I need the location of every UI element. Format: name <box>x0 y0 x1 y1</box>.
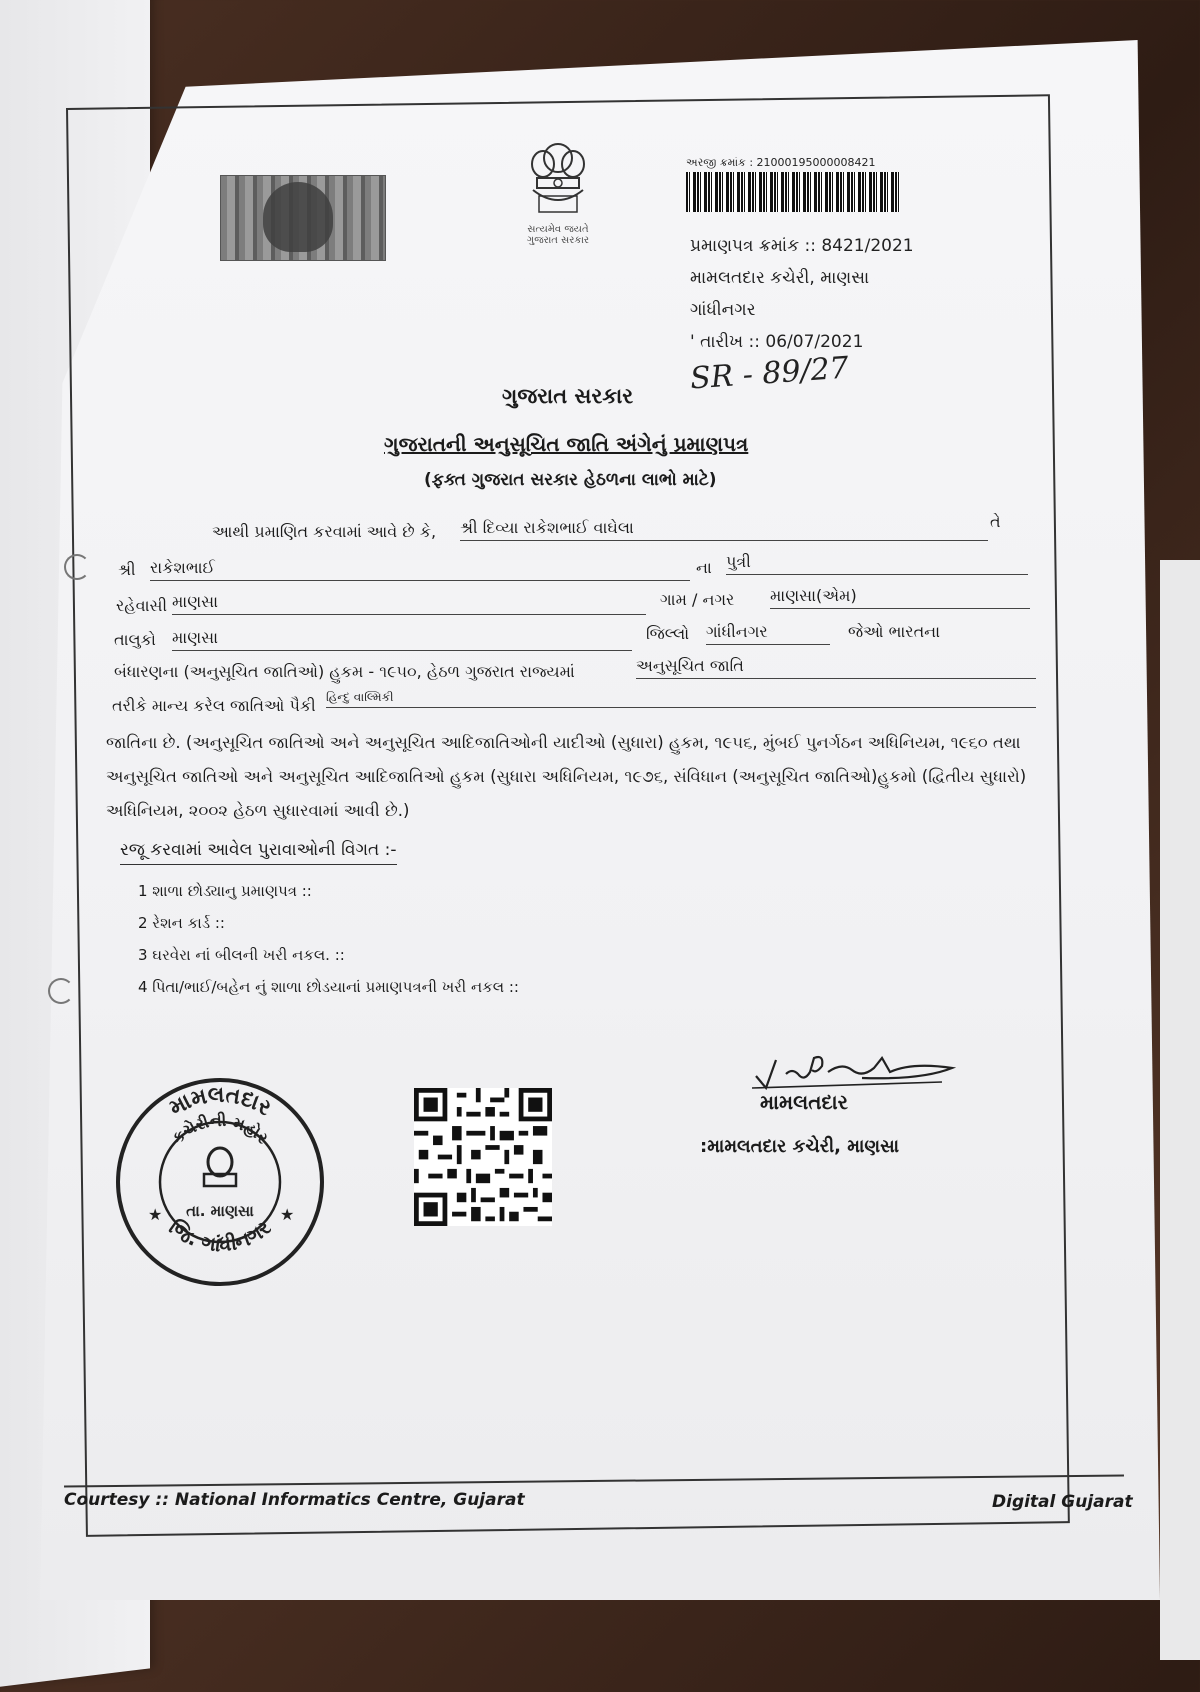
category-value: અનુસૂચિત જાતિ <box>636 656 1036 679</box>
signatory-office: :મામલતદાર કચેરી, માણસા <box>700 1136 900 1157</box>
document-item: 4 પિતા/ભાઈ/બહેન નું શાળા છોડયાનાં પ્રમાણપત્રની ખરી નકલ :: <box>138 978 519 996</box>
certificate-subtitle: (ફક્ત ગુજરાત સરકાર હેઠળના લાભો માટે) <box>424 470 717 490</box>
barcode <box>686 172 900 212</box>
emblem-motto: સત્યમેવ જયતે <box>527 224 589 235</box>
seal-top-text: મામલતદાર <box>165 1082 276 1122</box>
mamlatdar-signature <box>752 1048 962 1092</box>
certify-text: આથી પ્રમાણિત કરવામાં આવે છે કે, <box>212 522 437 541</box>
district-label: જિલ્લો <box>646 624 690 643</box>
certificate-number: પ્રમાણપત્ર ક્રમાંક :: 8421/2021 <box>690 236 914 256</box>
taluka-value: માણસા <box>172 628 632 651</box>
seal-bottom-text: જિ. ગાંધીનગર <box>164 1214 276 1257</box>
footer-courtesy: Courtesy :: National Informatics Centre, Gujarat <box>64 1490 525 1510</box>
document-item: 2 રેશન કાર્ડ :: <box>138 914 225 932</box>
handwritten-note: SR - 89/27 <box>688 350 850 397</box>
application-number: અરજી ક્રમાંક : 21000195000008421 <box>686 156 876 169</box>
government-title: ગુજરાત સરકાર <box>502 384 634 408</box>
seal-inner-text: કચેરીની મહોર <box>167 1110 273 1148</box>
seal-emblem-icon <box>204 1148 236 1186</box>
document-item: 1 શાળા છોડ્યાનુ પ્રમાણપત્ર :: <box>138 882 312 900</box>
constitution-text: બંધારણના (અનુસૂચિત જાતિઓ) હુકમ - ૧૯૫૦, હેઠળ ગુજરાત રાજ્યમાં <box>114 662 575 681</box>
resident-label: રહેવાસી <box>116 596 168 615</box>
resident-value: માણસા <box>172 592 646 615</box>
emblem-caption: ગુજરાત સરકાર <box>526 235 590 246</box>
qr-code <box>414 1088 552 1226</box>
legal-text-line-2: અનુસૂચિત જાતિઓ અને અનુસૂચિત આદિજાતિઓ હુકમ (સુધારા અધિનિયમ, ૧૯૭૬, સંવિધાન (અનુસૂચિત જાતિઓ)હુકમો (દ્વિતીય સુધારો) <box>106 767 1027 786</box>
te-text: તે <box>990 512 1001 531</box>
seal-center-text: તા. માણસા <box>186 1202 254 1220</box>
footer-brand: Digital Gujarat <box>992 1492 1133 1512</box>
documents-heading: રજૂ કરવામાં આવેલ પુરાવાઓની વિગત :- <box>120 840 397 865</box>
punch-hole <box>48 978 74 1004</box>
father-name: રાકેશભાઈ <box>150 558 690 581</box>
document-item: 3 ઘરવેરા નાં બીલની ખરી નકલ. :: <box>138 946 345 964</box>
issue-date: ' તારીખ :: 06/07/2021 <box>690 332 864 352</box>
signatory-role: મામલતદાર <box>760 1090 848 1114</box>
taluka-label: તાલુકો <box>114 630 156 649</box>
recognized-text: તરીકે માન્ય કરેલ જાતિઓ પૈકી <box>112 696 316 715</box>
caste-value: હિન્દુ વાલ્મિકી <box>326 690 1036 708</box>
issuing-district: ગાંધીનગર <box>690 300 756 320</box>
background-page <box>1160 560 1200 1660</box>
shri-label: શ્રી <box>118 560 136 579</box>
village-label: ગામ / નગર <box>660 590 735 609</box>
certificate-title: ગુજરાતની અનુસૂચિત જાતિ અંગેનું પ્રમાણપત્ર <box>384 432 749 456</box>
applicant-photo <box>220 175 386 261</box>
legal-text-line-3: અધિનિયમ, ૨૦૦૨ હેઠળ સુધારવામાં આવી છે.) <box>106 801 410 820</box>
punch-hole <box>64 554 90 580</box>
seal-star-icon: ★ <box>148 1205 163 1224</box>
district-value: ગાંધીનગર <box>706 622 830 645</box>
office-seal <box>112 1074 328 1290</box>
relation: પુત્રી <box>726 552 1028 575</box>
na-label: ના <box>696 558 712 577</box>
applicant-name: શ્રી દિવ્યા રાકેશભાઈ વાઘેલા <box>460 518 988 541</box>
lion-capital-icon <box>523 140 593 224</box>
legal-text-line-1: જાતિના છે. (અનુસૂચિત જાતિઓ અને અનુસૂચિત આદિજાતિઓની યાદીઓ (સુધારા) હુકમ, ૧૯૫૬, મુંબઈ પુનર્ગઠન અધિનિયમ, ૧૯૬૦ તથા <box>106 733 1021 752</box>
seal-star-icon: ★ <box>280 1205 295 1224</box>
issuing-office: મામલતદાર કચેરી, માણસા <box>690 268 870 288</box>
state-emblem <box>512 140 604 252</box>
village-value: માણસા(એમ) <box>770 586 1030 609</box>
indian-text: જેઓ ભારતના <box>848 622 941 641</box>
svg-text:જિ. ગાંધીનગર <box>165 1215 276 1257</box>
